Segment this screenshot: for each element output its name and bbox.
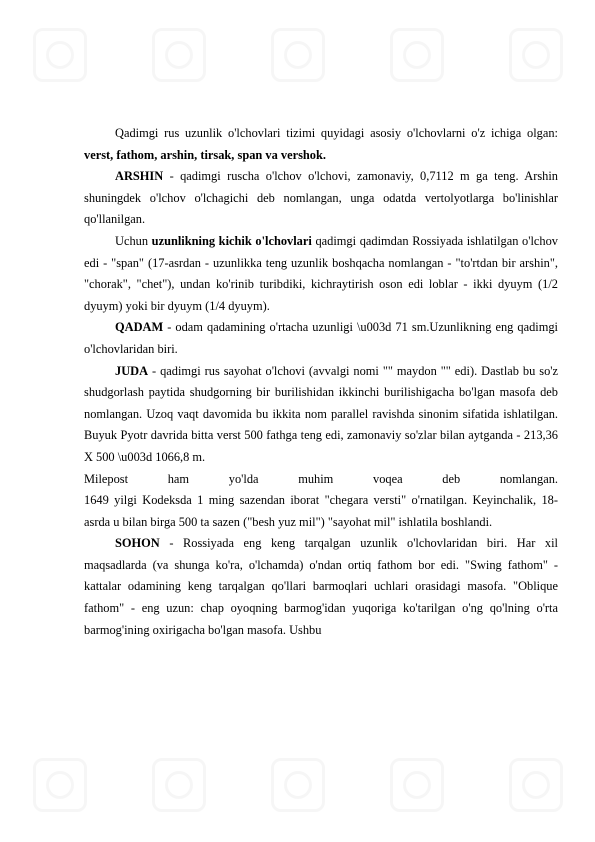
term-arshin: ARSHIN	[115, 169, 164, 184]
intro-text: Qadimgi rus uzunlik o'lchovlari tizimi quyidagi asosiy o'lchovlarni o'z ichiga olgan:	[115, 126, 558, 140]
qadam-text: - odam qadamining o'rtacha uzunligi \u003d 71 sm.Uzunlikning eng qadimgi o'lchovlaridan biri.	[84, 320, 558, 356]
juda-tail-text: 1649 yilgi Kodeksda 1 ming sazendan iborat "chegara versti" o'rnatilgan. Keyinchalik, 18-asrda u bilan birga 500 ta sazen ("besh yuz mil") "sayohat mil" ishlatila boshlandi.	[84, 493, 558, 529]
small-lead: Uchun	[115, 233, 152, 248]
paragraph-small-measures	[84, 231, 558, 317]
paragraph-milepost	[84, 469, 558, 491]
juda-text: - qadimgi rus sayohat o'lchovi (avvalgi nomi "" maydon "" edi). Dastlab bu so'z shudgorlash paytida shudgorning bir burilishidan ikkinchi burilishigacha bo'lgan masofa deb nomlangan. Uzoq vaqt davomida bu ikkita nom parallel ravishda sinonim sifatida ishlatilgan. Buyuk Pyotr davrida bitta verst 500 fathga teng edi, zamonaviy so'zlar bilan aytganda - 213,36 X 500 \u003d 1066,8 m.	[84, 363, 558, 464]
watermark-logo-icon	[152, 758, 206, 812]
watermark-logo-icon	[390, 758, 444, 812]
watermark-logo-icon	[271, 28, 325, 82]
arshin-text: - qadimgi ruscha o'lchov o'lchovi, zamonaviy, 0,7112 m ga teng. Arshin shuningdek o'lchov o'lchagichi deb nomlangan, unga odatda vertolyotlarga bo'linishlar qo'llanilgan.	[84, 169, 558, 227]
watermark-logo-icon	[271, 758, 325, 812]
milepost-text: Milepost ham yo'lda muhim voqea deb nomlangan.	[84, 471, 558, 486]
paragraph-juda-tail	[84, 490, 558, 533]
watermark-logo-icon	[509, 28, 563, 82]
watermark-logo-icon	[152, 28, 206, 82]
watermark-logo-icon	[390, 28, 444, 82]
watermark-logo-icon	[509, 758, 563, 812]
watermark-logo-icon	[33, 28, 87, 82]
sohon-text: - Rossiyada eng keng tarqalgan uzunlik o'lchovlaridan biri. Har xil maqsadlarda (va shunga ko'ra, o'lchamda) o'ndan ortiq fathom bor edi. "Swing fathom" - kattalar odamining keng tarqalgan qo'llari barmoqlari uchlari orasidagi masofa. "Oblique fathom" - eng uzun: chap oyoqning barmog'idan yuqoriga ko'tarilgan o'ng qo'lning o'rta barmog'ining oxirigacha bo'lgan masofa. Ushbu	[84, 536, 558, 637]
term-qadam: QADAM	[115, 320, 164, 335]
paragraph-intro	[84, 123, 558, 166]
paragraph-arshin	[84, 166, 558, 231]
intro-units-list: verst, fathom, arshin, tirsak, span va vershok.	[84, 147, 326, 162]
term-small-measures: uzunlikning kichik o'lchovlari	[151, 233, 312, 248]
term-juda: JUDA	[115, 363, 149, 378]
term-sohon: SOHON	[115, 536, 160, 551]
small-text: qadimgi qadimdan Rossiyada ishlatilgan o'lchov edi - "span" (17-asrdan - uzunlikka teng uzunlik boshqacha nomlangan - "to'rtdan bir arshin", "chorak", "chet"), undan ko'rinib turibdiki, kichraytirish oson edi loblar - ikki dyuym (1/2 dyuym) yoki bir dyuym (1/4 dyuym).	[84, 233, 558, 313]
document-body	[84, 123, 558, 641]
paragraph-qadam	[84, 317, 558, 360]
watermark-logo-icon	[33, 758, 87, 812]
paragraph-sohon	[84, 533, 558, 641]
paragraph-juda	[84, 361, 558, 469]
